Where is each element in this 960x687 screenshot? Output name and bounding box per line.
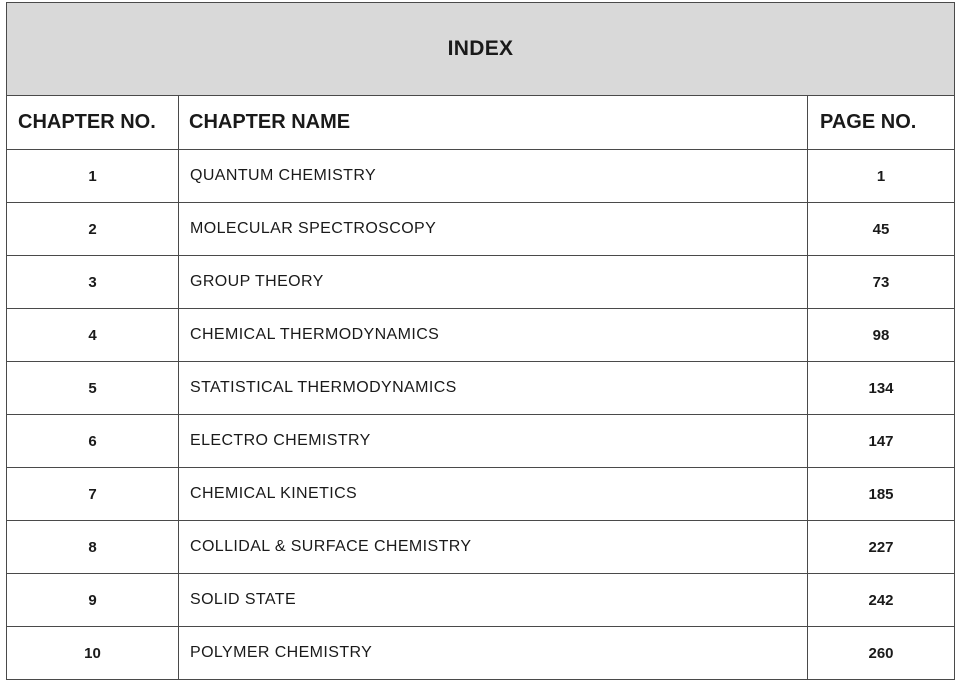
chapter-number: 10 [7, 627, 179, 680]
table-row [7, 203, 955, 256]
chapter-name: CHEMICAL THERMODYNAMICS [179, 309, 808, 362]
table-row [7, 150, 955, 203]
chapter-name: QUANTUM CHEMISTRY [179, 150, 808, 203]
chapter-name: STATISTICAL THERMODYNAMICS [179, 362, 808, 415]
index-title: INDEX [7, 3, 955, 96]
page-number: 185 [808, 468, 955, 521]
page-number: 134 [808, 362, 955, 415]
chapter-name: CHEMICAL KINETICS [179, 468, 808, 521]
chapter-number: 3 [7, 256, 179, 309]
chapter-name: POLYMER CHEMISTRY [179, 627, 808, 680]
table-row [7, 309, 955, 362]
page-number: 242 [808, 574, 955, 627]
table-row [7, 415, 955, 468]
title-row [7, 3, 955, 96]
header-page-no: PAGE NO. [808, 96, 955, 150]
page-number: 73 [808, 256, 955, 309]
page-number: 98 [808, 309, 955, 362]
page-number: 1 [808, 150, 955, 203]
index-table [6, 2, 955, 680]
chapter-number: 6 [7, 415, 179, 468]
header-row [7, 96, 955, 150]
header-chapter-name: CHAPTER NAME [179, 96, 808, 150]
table-row [7, 256, 955, 309]
table-row [7, 627, 955, 680]
chapter-number: 7 [7, 468, 179, 521]
chapter-name: GROUP THEORY [179, 256, 808, 309]
page-number: 147 [808, 415, 955, 468]
page-number: 260 [808, 627, 955, 680]
header-chapter-no: CHAPTER NO. [7, 96, 179, 150]
page-number: 227 [808, 521, 955, 574]
chapter-number: 8 [7, 521, 179, 574]
chapter-number: 5 [7, 362, 179, 415]
chapter-name: MOLECULAR SPECTROSCOPY [179, 203, 808, 256]
chapter-name: ELECTRO CHEMISTRY [179, 415, 808, 468]
page-number: 45 [808, 203, 955, 256]
table-row [7, 362, 955, 415]
chapter-number: 1 [7, 150, 179, 203]
chapter-name: COLLIDAL & SURFACE CHEMISTRY [179, 521, 808, 574]
chapter-number: 9 [7, 574, 179, 627]
chapter-name: SOLID STATE [179, 574, 808, 627]
chapter-number: 4 [7, 309, 179, 362]
table-row [7, 468, 955, 521]
table-row [7, 521, 955, 574]
chapter-number: 2 [7, 203, 179, 256]
table-row [7, 574, 955, 627]
